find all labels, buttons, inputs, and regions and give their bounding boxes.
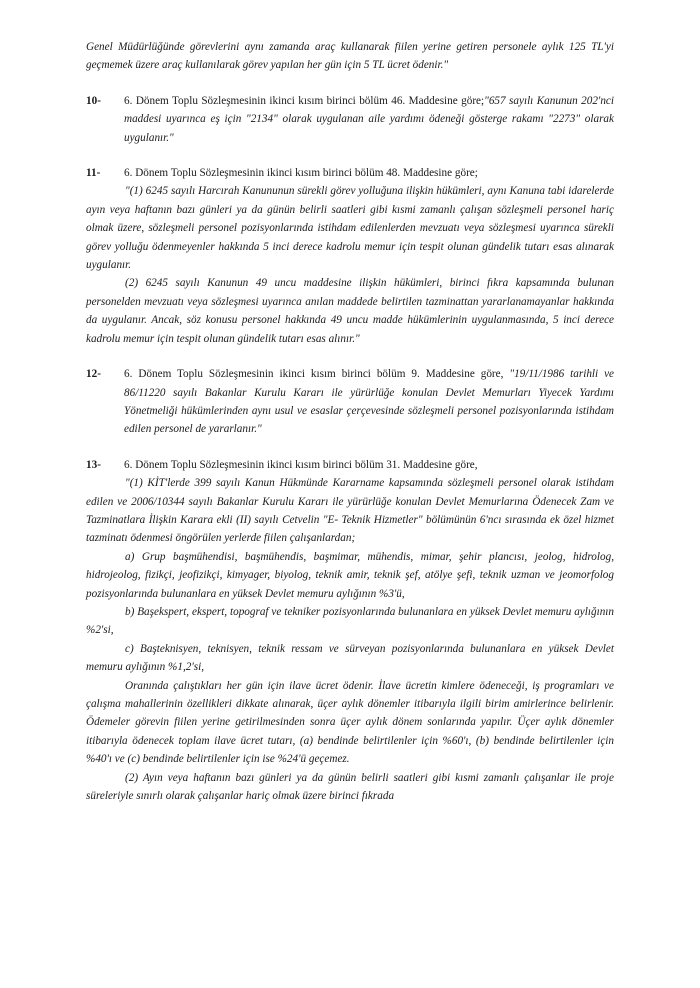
- item-heading: [124, 92, 614, 147]
- paragraph: "(1) KİT'lerde 399 sayılı Kanun Hükmünde Kararname kapsamında sözleşmeli personel olarak istihdam edilen ve 2006/10344 sayılı Bakanlar Kurulu Kararı ile yürürlüğe konulan Devlet Memurlarına Ödenecek Zam ve Tazminatlara İlişkin Karara ekli (II) sayılı Cetvelin "E- Teknik Hizmetler" bölümünün 6'ncı sırasında ek özel hizmet tazminatı ödenmesi öngörülen yerlerde fiilen çalışanlardan;: [86, 477, 614, 545]
- item-heading-text: 6. Dönem Toplu Sözleşmesinin ikinci kısım birinci bölüm 46. Maddesine göre;: [124, 94, 485, 107]
- paragraph: "(1) 6245 sayılı Harcırah Kanununun sürekli görev yolluğuna ilişkin hükümleri, aynı Kanuna tabi idarelerde ayın veya haftanın bazı günleri ya da günün belirli saatleri gibi kısmi zamanlı çalışan sözleşmeli personel hariç olmak üzere, sözleşmeli personel pozisyonlarında istihdam edilenlerden mevzuatı veya sözleşmesi uyarınca sürekli görev yolluğu ödenmeyenler hakkında 5 inci derece kadrolu memur için tespit olunan gündelik tutarı esas alınarak uygulanır.: [86, 185, 614, 272]
- paragraph: (2) 6245 sayılı Kanunun 49 uncu maddesine ilişkin hükümleri, birinci fıkra kapsamında bulunan personelden mevzuatı veya sözleşmesi uyarınca anılan maddede belirtilen tazminattan yararlanamayanlar hakkında da uygulanır. Ancak, söz konusu personel hakkında 49 uncu madde hükümlerinin uygulanmasında, 5 inci derece kadrolu memur için tespit olunan gündelik tutarı esas alınır.": [86, 277, 614, 345]
- item-12: [86, 365, 614, 439]
- list-item-c: c) Başteknisyen, teknisyen, teknik ressam ve sürveyan pozisyonlarında bulunanlara en yüksek Devlet memuru aylığının %1,2'si,: [86, 642, 614, 674]
- item-13: [86, 456, 614, 806]
- item-heading: [124, 365, 614, 439]
- item-header: [86, 92, 614, 147]
- item-number: 10-: [86, 94, 101, 107]
- item-11: [86, 164, 614, 348]
- item-heading-quote: "657 sayılı Kanunun 202'nci maddesi uyarınca eş için "2134" olarak uygulanan aile yardımı ödeneği gösterge rakamı "2273" olarak uygulanır.": [124, 94, 614, 144]
- item-number: 13-: [86, 458, 101, 471]
- item-heading: 6. Dönem Toplu Sözleşmesinin ikinci kısım birinci bölüm 31. Maddesine göre,: [124, 458, 478, 471]
- intro-paragraph: Genel Müdürlüğünde görevlerini aynı zamanda araç kullanarak fiilen yerine getiren personele aylık 125 TL'yi geçmemek üzere araç kullanılarak görev yapılan her gün için 5 TL ücret ödenir.": [86, 41, 614, 72]
- paragraph: Oranında çalıştıkları her gün için ilave ücret ödenir. İlave ücretin kimlere ödeneceği, iş programları ve çalışma mahallerinin özellikleri dikkate alınarak, üçer aylık dönemler itibarıyla ilgili birim amirlerince belirlenir. Ödemeler görevin fiilen yerine getirilmesinden sonra üçer aylık dönem sonlarında yapılır. Üçer aylık dönemler itibarıyla ödenecek toplam ilave ücret tutarı, (a) bendinde belirtilenler için %60'ı, (b) bendinde belirtilenler için %40'ı ve (c) bendinde belirtilenler için ise %24'ü geçemez.: [86, 679, 614, 766]
- item-heading-text: 6. Dönem Toplu Sözleşmesinin ikinci kısım birinci bölüm 9. Maddesine göre,: [124, 368, 504, 381]
- paragraph: (2) Ayın veya haftanın bazı günleri ya da günün belirli saatleri gibi kısmi zamanlı çalışanlar ile proje süreleriyle sınırlı olarak çalışanlar hariç olmak üzere birinci fıkrada: [86, 771, 614, 803]
- item-heading: 6. Dönem Toplu Sözleşmesinin ikinci kısım birinci bölüm 48. Maddesine göre;: [124, 167, 478, 180]
- list-item-a: a) Grup başmühendisi, başmühendis, başmimar, mühendis, mimar, şehir plancısı, jeolog, hidrolog, hidrojeolog, fizikçi, jeofizikçi, kimyager, biyolog, teknik amir, teknik şef, atölye şefi, teknik uzman ve jeomorfolog pozisyonlarında bulunanlara en yüksek Devlet memuru aylığının %3'ü,: [86, 550, 614, 600]
- item-number: 11-: [86, 167, 101, 180]
- list-item-b: b) Başekspert, ekspert, topograf ve tekniker pozisyonlarında bulunanlara en yüksek Devlet memuru aylığının %2'si,: [86, 605, 614, 637]
- item-header: [86, 365, 614, 439]
- item-number: 12-: [86, 368, 101, 381]
- item-10: [86, 92, 614, 147]
- item-header: [86, 164, 614, 182]
- item-heading-quote: "19/11/1986 tarihli ve 86/11220 sayılı Bakanlar Kurulu Kararı ile yürürlüğe konulan Devlet Memurları Yiyecek Yardımı Yönetmeliği hükümlerinden aynı usul ve esaslar çerçevesinde sözleşmeli personel pozisyonlarında istihdam edilen personel de yararlanır.": [124, 368, 614, 436]
- item-header: [86, 456, 614, 474]
